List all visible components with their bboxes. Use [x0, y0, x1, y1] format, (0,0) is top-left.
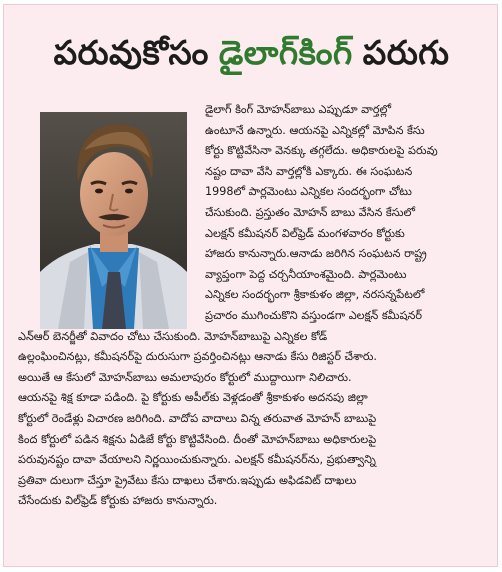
article-line: ఉంటూనే ఉన్నారు. ఆయనపై ఎన్నికల్లో మోపిన కేసు: [205, 123, 425, 137]
headline-part-3: పరుగు: [362, 33, 450, 72]
news-clipping: [3, 4, 498, 567]
article-line: నష్టం దావా వేసి వార్తల్లోకి ఎక్కారు. ఈ సంఘటన: [205, 164, 413, 178]
article-line: ఆయనపై శిక్ష కూడా పడింది. పై కోర్టుకు అపీల్‌కు వెళ్లడంతో శ్రీకాకుళం అదనపు జిల్లా: [18, 391, 368, 405]
article-line: కోర్టు కొట్టివేసినా వెనక్కు తగ్గలేదు. అధికారులపై పరువు: [205, 144, 438, 158]
article-line: ప్రచారం ముగించుకొని వస్తుండగా ఎలక్షన్ కమీషనర్: [205, 308, 422, 322]
article-line: ఎలక్షన్ కమీషనర్ విల్‌ఫ్రెడ్ మంగళవారం కోర్టుకు: [205, 226, 405, 240]
article-body: [18, 100, 502, 512]
article-line: పరువునష్టం దావా వేయాలని నిర్ణయించుకున్నారు. ఎలక్షన్ కమీషనర్‌ను, ప్రభుత్వాన్ని: [18, 453, 376, 467]
headline-part-1: పరువుకోసం: [53, 33, 209, 72]
article-line: చేసేందుకు విల్‌ఫ్రెడ్ కోర్టుకు హాజరు కానున్నారు.: [18, 494, 218, 508]
article-line: ప్రతివా దులుగా చేస్తూ ప్రైవేటు కేసు దాఖలు చేశారు.ఇప్పుడు అఫిడవిట్ దాఖలు: [18, 473, 357, 487]
article-line: అయితే ఆ కేసులో మోహన్‌బాబు అమలాపురం కోర్టులో ముద్దాయిగా నిలిచారు.: [18, 370, 352, 384]
article-line: చేసుకుంది. ప్రస్తుతం మోహన్ బాబు వేసిన కేసులో: [205, 205, 415, 219]
article-line: 1998లో పార్లమెంటు ఎన్నికల సందర్భంగా చోటు: [205, 185, 412, 199]
article-line: వ్యాప్తంగా పెద్ద చర్చనీయాంశమైంది. పార్లమెంటు: [205, 267, 407, 281]
article-line: ఎన్ఆర్ బెనర్జీతో వివాదం చోటు చేసుకుంది. మోహన్‌బాబుపై ఎన్నికల కోడ్: [18, 329, 328, 343]
article-line: హాజరు కానున్నారు.ఆనాడు జరిగిన సంఘటన రాష్ట్ర: [205, 247, 427, 261]
headline: [4, 33, 499, 73]
headline-part-2: డైలాగ్‌కింగ్: [218, 33, 353, 72]
article-line: ఉల్లంఘించినట్లు, కమీషనర్‌పై దురుసుగా ప్రవర్తించినట్లు ఆనాడు కేసు రిజిస్టర్ చేశారు.: [18, 350, 377, 364]
article-line: డైలాగ్ కింగ్ మోహన్‌బాబు ఎప్పుడూ వార్తల్లో: [205, 103, 392, 116]
article-line: కోర్టులో రెండేళ్లు విచారణ జరిగింది. వాదోప వాదాలు విన్న తరువాత మోహన్ బాబుపై: [18, 411, 377, 425]
article-line: ఎన్నికల సందర్భంగా శ్రీకాకుళం జిల్లా, నరసన్నపేటలో: [205, 288, 425, 302]
article-line: కింద కోర్టులో పడిన శిక్షను ఏడిజే కోర్టు కొట్టివేసింది. దీంతో మోహన్‌బాబు అధికారులపై: [18, 432, 377, 446]
